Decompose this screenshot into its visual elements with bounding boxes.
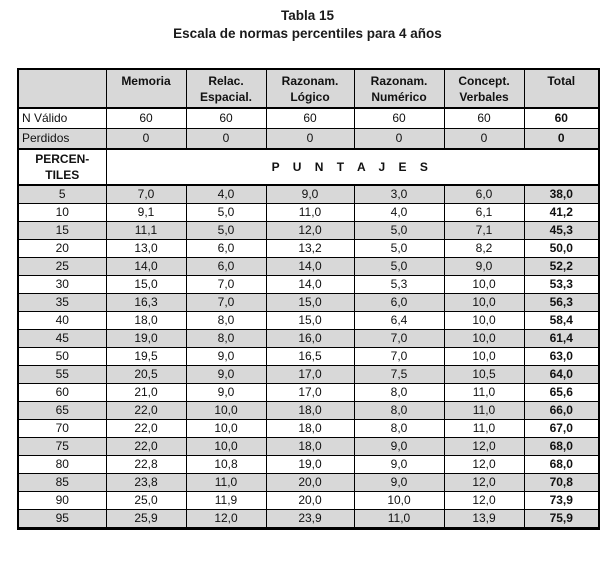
total-cell: 61,4 <box>524 330 599 348</box>
column-header-razonam-logico: Razonam. Lógico <box>266 69 354 108</box>
score-cell: 9,1 <box>106 204 186 222</box>
percentile-cell: 10 <box>18 204 106 222</box>
percentile-row-15 <box>18 222 599 240</box>
score-cell: 14,0 <box>266 276 354 294</box>
score-cell: 10,0 <box>444 348 524 366</box>
n-valido-value: 60 <box>106 108 186 129</box>
percentile-cell: 30 <box>18 276 106 294</box>
score-cell: 9,0 <box>354 456 444 474</box>
perdidos-label: Perdidos <box>18 129 106 150</box>
total-cell: 38,0 <box>524 185 599 204</box>
perdidos-value: 0 <box>106 129 186 150</box>
score-cell: 8,2 <box>444 240 524 258</box>
score-cell: 6,4 <box>354 312 444 330</box>
total-cell: 53,3 <box>524 276 599 294</box>
total-cell: 68,0 <box>524 438 599 456</box>
percentiles-heading: PERCEN- TILES <box>18 149 106 185</box>
score-cell: 20,5 <box>106 366 186 384</box>
score-cell: 10,0 <box>186 420 266 438</box>
score-cell: 9,0 <box>266 185 354 204</box>
score-cell: 9,0 <box>444 258 524 276</box>
puntajes-heading: P U N T A J E S <box>106 149 599 185</box>
percentile-cell: 15 <box>18 222 106 240</box>
score-cell: 6,1 <box>444 204 524 222</box>
column-header-memoria: Memoria <box>106 69 186 108</box>
percentile-row-85 <box>18 474 599 492</box>
percentile-row-40 <box>18 312 599 330</box>
total-cell: 64,0 <box>524 366 599 384</box>
percentile-cell: 80 <box>18 456 106 474</box>
total-cell: 56,3 <box>524 294 599 312</box>
score-cell: 23,8 <box>106 474 186 492</box>
total-cell: 52,2 <box>524 258 599 276</box>
score-cell: 14,0 <box>106 258 186 276</box>
percentile-row-45 <box>18 330 599 348</box>
section-header-row <box>18 149 599 185</box>
score-cell: 14,0 <box>266 258 354 276</box>
score-cell: 5,3 <box>354 276 444 294</box>
score-cell: 10,0 <box>186 438 266 456</box>
score-cell: 8,0 <box>186 330 266 348</box>
score-cell: 10,0 <box>354 492 444 510</box>
percentile-row-20 <box>18 240 599 258</box>
score-cell: 11,0 <box>444 420 524 438</box>
score-cell: 11,1 <box>106 222 186 240</box>
score-cell: 15,0 <box>266 294 354 312</box>
score-cell: 8,0 <box>186 312 266 330</box>
score-cell: 16,5 <box>266 348 354 366</box>
total-cell: 68,0 <box>524 456 599 474</box>
score-cell: 8,0 <box>354 420 444 438</box>
score-cell: 7,0 <box>354 348 444 366</box>
score-cell: 12,0 <box>444 456 524 474</box>
score-cell: 3,0 <box>354 185 444 204</box>
score-cell: 13,9 <box>444 510 524 529</box>
column-header-relac-espacial: Relac. Espacial. <box>186 69 266 108</box>
percentile-row-55 <box>18 366 599 384</box>
perdidos-value: 0 <box>186 129 266 150</box>
header-row <box>18 69 599 108</box>
perdidos-row <box>18 129 599 150</box>
n-valido-total: 60 <box>524 108 599 129</box>
percentile-cell: 45 <box>18 330 106 348</box>
score-cell: 13,0 <box>106 240 186 258</box>
percentile-cell: 85 <box>18 474 106 492</box>
score-cell: 18,0 <box>266 402 354 420</box>
score-cell: 19,5 <box>106 348 186 366</box>
percentile-row-35 <box>18 294 599 312</box>
percentile-row-30 <box>18 276 599 294</box>
score-cell: 19,0 <box>266 456 354 474</box>
score-cell: 12,0 <box>444 438 524 456</box>
score-cell: 5,0 <box>354 240 444 258</box>
score-cell: 12,0 <box>444 492 524 510</box>
score-cell: 22,0 <box>106 402 186 420</box>
score-cell: 4,0 <box>186 185 266 204</box>
total-cell: 65,6 <box>524 384 599 402</box>
score-cell: 25,0 <box>106 492 186 510</box>
score-cell: 11,0 <box>186 474 266 492</box>
score-cell: 8,0 <box>354 402 444 420</box>
score-cell: 9,0 <box>186 384 266 402</box>
score-cell: 5,0 <box>354 258 444 276</box>
percentile-norms-table <box>17 68 600 530</box>
score-cell: 20,0 <box>266 474 354 492</box>
n-valido-value: 60 <box>354 108 444 129</box>
percentile-cell: 60 <box>18 384 106 402</box>
score-cell: 12,0 <box>444 474 524 492</box>
percentile-cell: 75 <box>18 438 106 456</box>
total-cell: 75,9 <box>524 510 599 529</box>
percentile-cell: 55 <box>18 366 106 384</box>
score-cell: 6,0 <box>444 185 524 204</box>
percentile-cell: 90 <box>18 492 106 510</box>
n-valido-row <box>18 108 599 129</box>
score-cell: 10,8 <box>186 456 266 474</box>
score-cell: 21,0 <box>106 384 186 402</box>
percentile-row-60 <box>18 384 599 402</box>
total-cell: 50,0 <box>524 240 599 258</box>
n-valido-value: 60 <box>266 108 354 129</box>
score-cell: 15,0 <box>106 276 186 294</box>
score-cell: 22,0 <box>106 420 186 438</box>
percentile-cell: 50 <box>18 348 106 366</box>
total-cell: 41,2 <box>524 204 599 222</box>
percentile-row-5 <box>18 185 599 204</box>
title-block <box>0 7 615 43</box>
score-cell: 22,8 <box>106 456 186 474</box>
percentile-cell: 5 <box>18 185 106 204</box>
percentile-cell: 35 <box>18 294 106 312</box>
score-cell: 7,0 <box>186 294 266 312</box>
perdidos-value: 0 <box>444 129 524 150</box>
column-header-razonam-numerico: Razonam. Numérico <box>354 69 444 108</box>
score-cell: 22,0 <box>106 438 186 456</box>
score-cell: 10,0 <box>444 276 524 294</box>
percentile-row-70 <box>18 420 599 438</box>
total-cell: 58,4 <box>524 312 599 330</box>
score-cell: 6,0 <box>186 258 266 276</box>
total-cell: 66,0 <box>524 402 599 420</box>
score-cell: 9,0 <box>186 366 266 384</box>
n-valido-value: 60 <box>444 108 524 129</box>
score-cell: 25,9 <box>106 510 186 529</box>
total-cell: 73,9 <box>524 492 599 510</box>
table-number: Tabla 15 <box>280 8 335 23</box>
score-cell: 10,0 <box>444 312 524 330</box>
total-cell: 63,0 <box>524 348 599 366</box>
score-cell: 15,0 <box>266 312 354 330</box>
score-cell: 10,5 <box>444 366 524 384</box>
score-cell: 13,2 <box>266 240 354 258</box>
perdidos-value: 0 <box>266 129 354 150</box>
score-cell: 12,0 <box>186 510 266 529</box>
score-cell: 9,0 <box>354 474 444 492</box>
score-cell: 11,0 <box>444 384 524 402</box>
score-cell: 7,0 <box>354 330 444 348</box>
score-cell: 18,0 <box>106 312 186 330</box>
percentile-cell: 65 <box>18 402 106 420</box>
percentile-row-80 <box>18 456 599 474</box>
score-cell: 16,3 <box>106 294 186 312</box>
score-cell: 19,0 <box>106 330 186 348</box>
percentile-row-25 <box>18 258 599 276</box>
score-cell: 10,0 <box>444 330 524 348</box>
score-cell: 18,0 <box>266 420 354 438</box>
percentile-cell: 25 <box>18 258 106 276</box>
percentile-row-65 <box>18 402 599 420</box>
percentile-row-50 <box>18 348 599 366</box>
perdidos-total: 0 <box>524 129 599 150</box>
percentile-row-75 <box>18 438 599 456</box>
percentile-row-95 <box>18 510 599 529</box>
score-cell: 17,0 <box>266 366 354 384</box>
score-cell: 5,0 <box>186 204 266 222</box>
score-cell: 7,5 <box>354 366 444 384</box>
table-caption: Escala de normas percentiles para 4 años <box>173 26 442 41</box>
score-cell: 4,0 <box>354 204 444 222</box>
score-cell: 10,0 <box>444 294 524 312</box>
perdidos-value: 0 <box>354 129 444 150</box>
percentile-row-10 <box>18 204 599 222</box>
score-cell: 11,9 <box>186 492 266 510</box>
corner-cell <box>18 69 106 108</box>
score-cell: 8,0 <box>354 384 444 402</box>
percentile-cell: 20 <box>18 240 106 258</box>
n-valido-value: 60 <box>186 108 266 129</box>
percentile-row-90 <box>18 492 599 510</box>
score-cell: 9,0 <box>354 438 444 456</box>
score-cell: 20,0 <box>266 492 354 510</box>
score-cell: 6,0 <box>354 294 444 312</box>
score-cell: 23,9 <box>266 510 354 529</box>
score-cell: 11,0 <box>354 510 444 529</box>
percentile-cell: 70 <box>18 420 106 438</box>
score-cell: 16,0 <box>266 330 354 348</box>
score-cell: 5,0 <box>186 222 266 240</box>
n-valido-label: N Válido <box>18 108 106 129</box>
score-cell: 17,0 <box>266 384 354 402</box>
score-cell: 11,0 <box>266 204 354 222</box>
column-header-total: Total <box>524 69 599 108</box>
percentile-cell: 95 <box>18 510 106 529</box>
percentile-cell: 40 <box>18 312 106 330</box>
score-cell: 7,0 <box>106 185 186 204</box>
score-cell: 6,0 <box>186 240 266 258</box>
score-cell: 18,0 <box>266 438 354 456</box>
score-cell: 7,0 <box>186 276 266 294</box>
data-rows <box>18 185 599 529</box>
score-cell: 9,0 <box>186 348 266 366</box>
score-cell: 10,0 <box>186 402 266 420</box>
total-cell: 67,0 <box>524 420 599 438</box>
column-header-concept-verbales: Concept. Verbales <box>444 69 524 108</box>
total-cell: 70,8 <box>524 474 599 492</box>
score-cell: 12,0 <box>266 222 354 240</box>
total-cell: 45,3 <box>524 222 599 240</box>
score-cell: 5,0 <box>354 222 444 240</box>
score-cell: 11,0 <box>444 402 524 420</box>
score-cell: 7,1 <box>444 222 524 240</box>
